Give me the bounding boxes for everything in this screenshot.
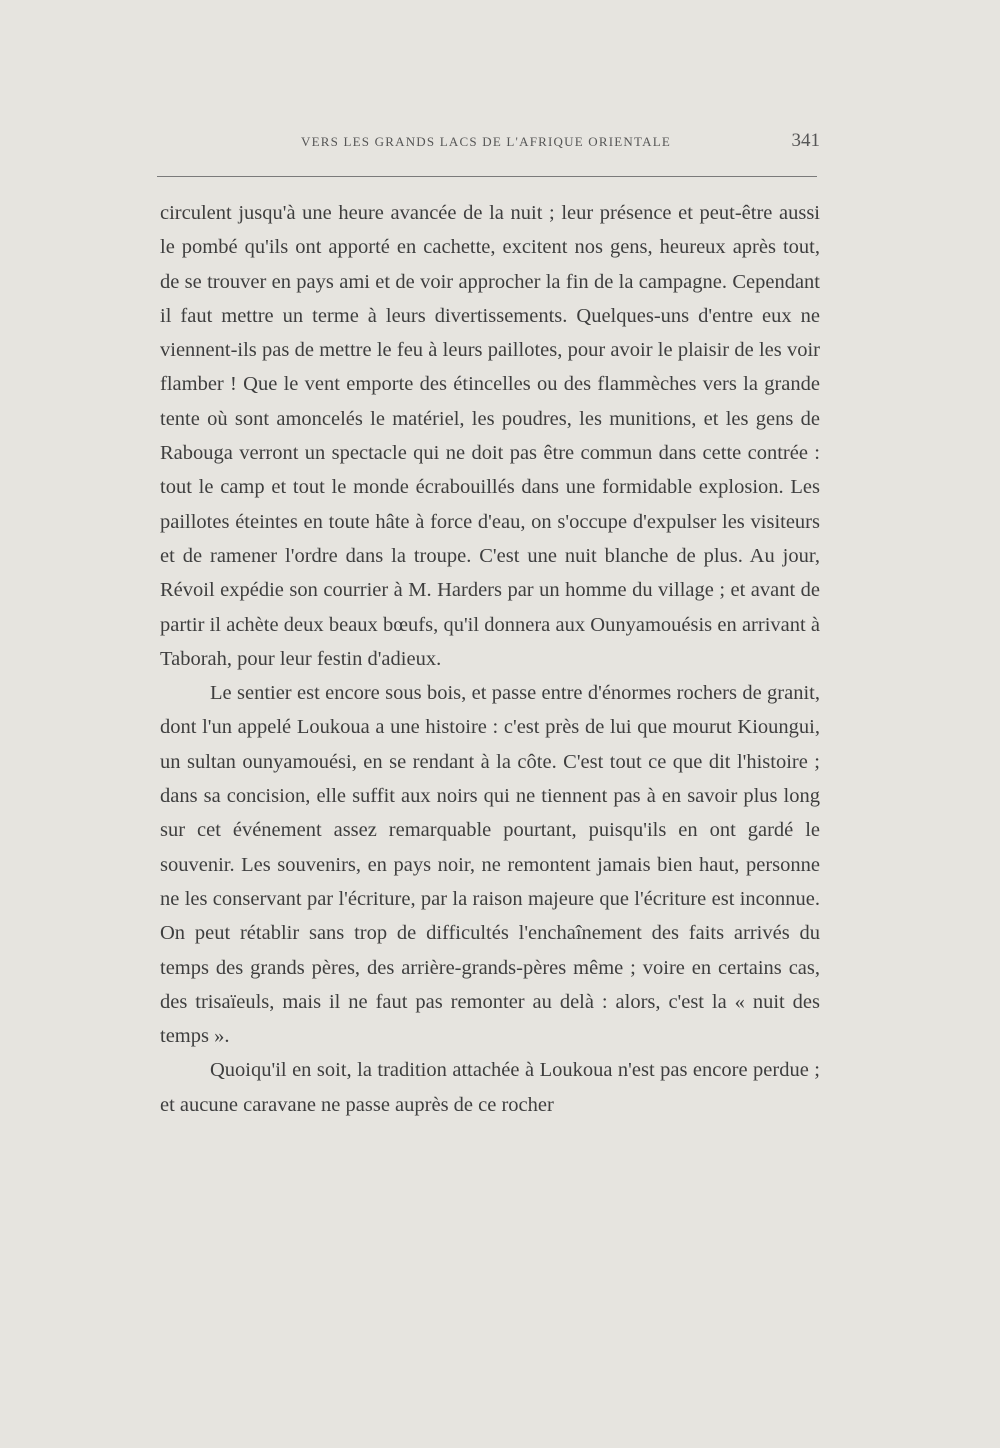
page-number: 341 <box>791 130 820 151</box>
header-rule <box>157 176 817 177</box>
paragraph-2: Le sentier est encore sous bois, et passe entre d'énormes rochers de granit, dont l'un appelé Loukoua a une histoire : c'est près de lui que mourut Kioungui, un sultan ounyamouési, en se rendant à la côte. C'est tout ce que dit l'histoire ; dans sa concision, elle suffit aux noirs qui ne tiennent pas à en savoir plus long sur cet événement assez remarquable pourtant, puisqu'ils en ont gardé le souvenir. Les souvenirs, en pays noir, ne remontent jamais bien haut, personne ne les conservant par l'écriture, par la raison majeure que l'écriture est inconnue. On peut rétablir sans trop de difficultés l'enchaînement des faits arrivés du temps des grands pères, des arrière-grands-pères même ; voire en certains cas, des trisaïeuls, mais il ne faut pas remonter au delà : alors, c'est la « nuit des temps ». <box>160 682 820 1048</box>
running-title: VERS LES GRANDS LACS DE L'AFRIQUE ORIENTALE <box>301 134 671 149</box>
paragraph-1: circulent jusqu'à une heure avancée de la nuit ; leur présence et peut-être aussi le pombé qu'ils ont apporté en cachette, excitent nos gens, heureux après tout, de se trouver en pays ami et de voir approcher la fin de la campagne. Cependant il faut mettre un terme à leurs divertissements. Quelques-uns d'entre eux ne viennent-ils pas de mettre le feu à leurs paillotes, pour avoir le plaisir de les voir flamber ! Que le vent emporte des étincelles ou des flammèches vers la grande tente où sont amoncelés le matériel, les poudres, les munitions, et les gens de Rabouga verront un spectacle qui ne doit pas être commun dans cette contrée : tout le camp et tout le monde écrabouillés dans une formidable explosion. Les paillotes éteintes en toute hâte à force d'eau, on s'occupe d'expulser les visiteurs et de ramener l'ordre dans la troupe. C'est une nuit blanche de plus. Au jour, Révoil expédie son courrier à M. Harders par un homme du village ; et avant de partir il achète deux beaux bœufs, qu'il donnera aux Ounyamouésis en arrivant à Taborah, pour leur festin d'adieux. <box>160 202 820 670</box>
running-head <box>152 130 820 156</box>
body-text <box>160 196 820 1122</box>
paragraph-3: Quoiqu'il en soit, la tradition attachée à Loukoua n'est pas encore perdue ; et aucune caravane ne passe auprès de ce rocher <box>160 1059 820 1116</box>
